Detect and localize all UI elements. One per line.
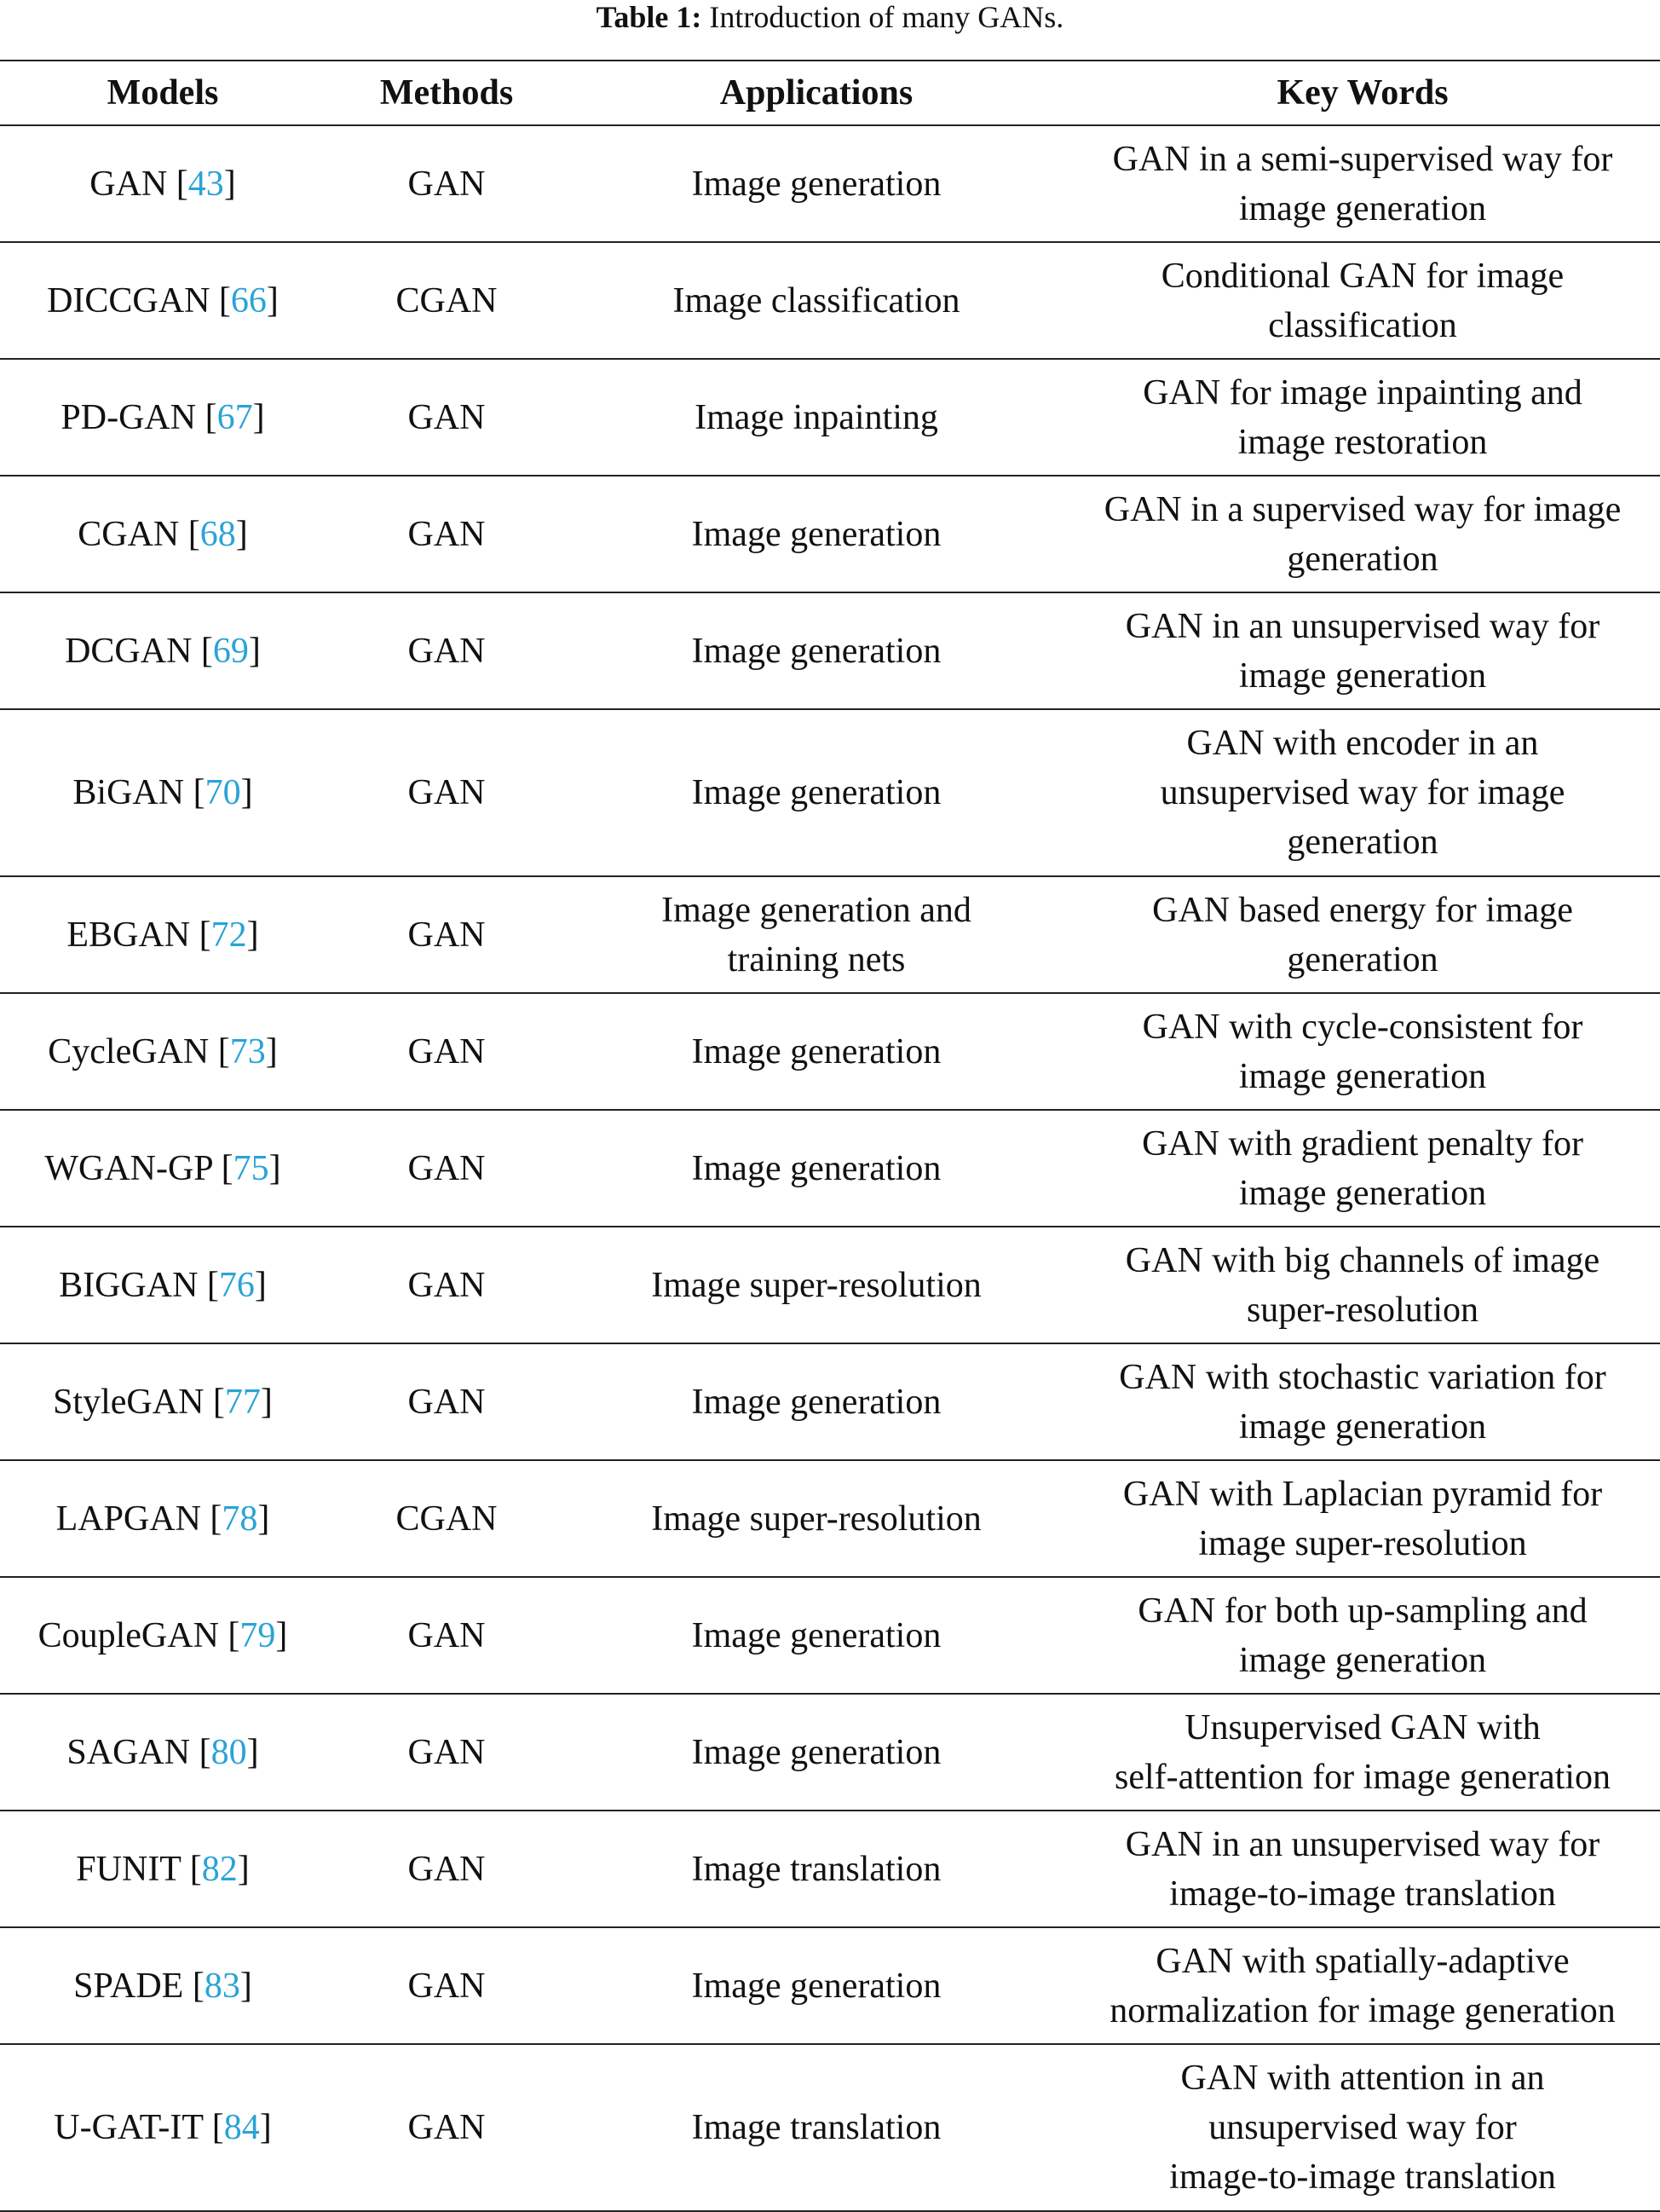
keywords-line: GAN with stochastic variation for — [1119, 1357, 1606, 1397]
keywords-cell — [1065, 993, 1660, 1110]
model-name: DCGAN — [65, 631, 193, 671]
application-cell: Image generation — [568, 592, 1065, 709]
citation-link[interactable]: 84 — [223, 2108, 260, 2147]
method-cell: GAN — [326, 592, 568, 709]
keywords-line: GAN in an unsupervised way for — [1125, 1824, 1600, 1864]
model-cell: FUNIT [82] — [0, 1811, 326, 1927]
model-name: CGAN — [78, 514, 180, 554]
citation-link[interactable]: 78 — [222, 1499, 258, 1539]
model-cell: CycleGAN [73] — [0, 993, 326, 1110]
method-cell: GAN — [326, 2044, 568, 2211]
application-cell: Image generation — [568, 1694, 1065, 1811]
method-cell: CGAN — [326, 1460, 568, 1577]
application-cell: Image generation — [568, 1343, 1065, 1460]
gan-table — [0, 60, 1660, 2212]
citation-link[interactable]: 66 — [230, 280, 267, 321]
model-cell: BIGGAN [76] — [0, 1227, 326, 1343]
keywords-cell — [1065, 125, 1660, 242]
keywords-line: GAN for image inpainting and — [1143, 373, 1582, 413]
keywords-line: super-resolution — [1246, 1290, 1479, 1330]
keywords-line: image super-resolution — [1198, 1523, 1527, 1563]
application-cell: Image super-resolution — [568, 1460, 1065, 1577]
citation-link[interactable]: 69 — [212, 631, 249, 671]
model-name: PD-GAN — [61, 397, 197, 437]
keywords-line: GAN with attention in an — [1180, 2059, 1545, 2098]
keywords-line: generation — [1287, 939, 1438, 979]
table-body — [0, 125, 1660, 2211]
table-row — [0, 1811, 1660, 1927]
citation-link[interactable]: 67 — [216, 397, 253, 437]
keywords-cell — [1065, 592, 1660, 709]
model-cell: PD-GAN [67] — [0, 359, 326, 476]
model-cell: EBGAN [72] — [0, 876, 326, 993]
keywords-line: classification — [1268, 305, 1457, 345]
method-cell: GAN — [326, 1927, 568, 2044]
keywords-line: GAN with Laplacian pyramid for — [1122, 1474, 1603, 1514]
keywords-line: Conditional GAN for image — [1161, 256, 1565, 296]
model-name: LAPGAN — [55, 1499, 201, 1539]
method-cell: GAN — [326, 1694, 568, 1811]
model-cell: SAGAN [80] — [0, 1694, 326, 1811]
method-cell: GAN — [326, 709, 568, 876]
table-row — [0, 1577, 1660, 1694]
citation-link[interactable]: 73 — [229, 1031, 266, 1071]
application-cell: Image super-resolution — [568, 1227, 1065, 1343]
method-cell: GAN — [326, 1227, 568, 1343]
keywords-line: image generation — [1238, 1640, 1487, 1680]
citation-link[interactable]: 83 — [204, 1966, 240, 2006]
keywords-cell — [1065, 1460, 1660, 1577]
keywords-cell — [1065, 1110, 1660, 1227]
keywords-line: image-to-image translation — [1169, 1874, 1556, 1914]
citation-link[interactable]: 70 — [205, 773, 241, 812]
model-cell: DCGAN [69] — [0, 592, 326, 709]
application-line: training nets — [727, 939, 906, 979]
keywords-line: GAN in a supervised way for image — [1104, 489, 1622, 529]
model-cell: DICCGAN [66] — [0, 242, 326, 359]
model-cell: LAPGAN [78] — [0, 1460, 326, 1577]
model-name: SPADE — [73, 1966, 184, 2006]
model-cell: U-GAT-IT [84] — [0, 2044, 326, 2211]
table-header — [0, 61, 1660, 125]
keywords-line: GAN in a semi-supervised way for — [1112, 139, 1613, 179]
model-name: WGAN-GP — [44, 1148, 213, 1188]
keywords-cell — [1065, 1927, 1660, 2044]
application-cell: Image classification — [568, 242, 1065, 359]
model-name: GAN — [89, 164, 168, 204]
citation-link[interactable]: 75 — [233, 1148, 269, 1188]
citation-link[interactable]: 68 — [199, 514, 236, 554]
keywords-line: GAN with spatially-adaptive — [1156, 1941, 1570, 1981]
method-cell: GAN — [326, 125, 568, 242]
model-name: CycleGAN — [48, 1031, 210, 1071]
keywords-cell — [1065, 1577, 1660, 1694]
header-models: Models — [0, 61, 326, 125]
header-applications: Applications — [568, 61, 1065, 125]
method-cell: GAN — [326, 876, 568, 993]
keywords-cell — [1065, 1343, 1660, 1460]
application-cell: Image generation — [568, 993, 1065, 1110]
keywords-cell — [1065, 1811, 1660, 1927]
keywords-line: image generation — [1238, 188, 1487, 228]
application-cell: Image generation — [568, 1110, 1065, 1227]
method-cell: GAN — [326, 1811, 568, 1927]
table-row — [0, 709, 1660, 876]
method-cell: GAN — [326, 1577, 568, 1694]
keywords-line: generation — [1287, 823, 1438, 862]
model-name: StyleGAN — [53, 1382, 205, 1422]
table-row — [0, 1110, 1660, 1227]
keywords-line: GAN for both up-sampling and — [1138, 1591, 1588, 1631]
table-row — [0, 1343, 1660, 1460]
table-row — [0, 1460, 1660, 1577]
keywords-line: GAN in an unsupervised way for — [1125, 606, 1600, 646]
caption-text: Introduction of many GANs. — [701, 0, 1064, 34]
application-cell: Image generation — [568, 1927, 1065, 2044]
model-cell: BiGAN [70] — [0, 709, 326, 876]
citation-link[interactable]: 43 — [187, 164, 224, 204]
keywords-line: self-attention for image generation — [1115, 1757, 1611, 1797]
table-row — [0, 359, 1660, 476]
model-cell: CGAN [68] — [0, 476, 326, 592]
application-cell: Image inpainting — [568, 359, 1065, 476]
citation-link[interactable]: 72 — [210, 915, 247, 955]
header-methods: Methods — [326, 61, 568, 125]
table-row — [0, 592, 1660, 709]
table-row — [0, 1694, 1660, 1811]
table-row — [0, 1927, 1660, 2044]
model-name: CoupleGAN — [37, 1615, 219, 1655]
method-cell: GAN — [326, 1343, 568, 1460]
keywords-cell — [1065, 359, 1660, 476]
citation-link[interactable]: 79 — [239, 1615, 276, 1655]
keywords-cell — [1065, 2044, 1660, 2211]
keywords-line: generation — [1287, 539, 1438, 579]
application-cell: Image generation — [568, 709, 1065, 876]
citation-link[interactable]: 82 — [201, 1849, 238, 1889]
citation-link[interactable]: 80 — [210, 1732, 247, 1772]
table-caption — [0, 0, 1660, 34]
method-cell: GAN — [326, 476, 568, 592]
keywords-line: image generation — [1238, 656, 1487, 696]
model-name: EBGAN — [66, 915, 191, 955]
model-cell: StyleGAN [77] — [0, 1343, 326, 1460]
table-row — [0, 2044, 1660, 2211]
keywords-cell — [1065, 709, 1660, 876]
keywords-line: unsupervised way for — [1208, 2108, 1517, 2147]
application-cell: Image generation — [568, 1577, 1065, 1694]
model-name: DICCGAN — [47, 280, 210, 321]
application-cell: Image translation — [568, 1811, 1065, 1927]
keywords-line: normalization for image generation — [1110, 1990, 1616, 2030]
model-name: U-GAT-IT — [54, 2108, 204, 2147]
keywords-line: image-to-image translation — [1169, 2157, 1556, 2197]
model-name: FUNIT — [76, 1849, 182, 1889]
model-cell: CoupleGAN [79] — [0, 1577, 326, 1694]
model-cell: GAN [43] — [0, 125, 326, 242]
citation-link[interactable]: 76 — [218, 1265, 255, 1305]
keywords-line: image generation — [1238, 1056, 1487, 1096]
keywords-line: unsupervised way for image — [1160, 773, 1565, 812]
application-cell — [568, 876, 1065, 993]
header-key-words: Key Words — [1065, 61, 1660, 125]
application-line: Image generation and — [661, 890, 971, 930]
model-name: BiGAN — [72, 773, 185, 812]
keywords-cell — [1065, 1694, 1660, 1811]
keywords-cell — [1065, 876, 1660, 993]
model-cell: SPADE [83] — [0, 1927, 326, 2044]
table-row — [0, 125, 1660, 242]
keywords-line: GAN with encoder in an — [1186, 724, 1539, 763]
method-cell: GAN — [326, 1110, 568, 1227]
citation-link[interactable]: 77 — [224, 1382, 261, 1422]
method-cell: GAN — [326, 359, 568, 476]
keywords-cell — [1065, 476, 1660, 592]
application-cell: Image translation — [568, 2044, 1065, 2211]
caption-label: Table 1: — [596, 0, 702, 34]
table-row — [0, 993, 1660, 1110]
model-name: BIGGAN — [59, 1265, 199, 1305]
keywords-line: GAN with big channels of image — [1125, 1240, 1600, 1280]
keywords-cell — [1065, 242, 1660, 359]
table-row — [0, 876, 1660, 993]
table-row — [0, 1227, 1660, 1343]
keywords-line: GAN based energy for image — [1152, 890, 1573, 930]
keywords-line: image restoration — [1237, 422, 1488, 462]
keywords-line: image generation — [1238, 1173, 1487, 1213]
keywords-line: image generation — [1238, 1406, 1487, 1447]
method-cell: GAN — [326, 993, 568, 1110]
keywords-cell — [1065, 1227, 1660, 1343]
table-row — [0, 476, 1660, 592]
keywords-line: GAN with cycle-consistent for — [1142, 1007, 1583, 1047]
application-cell: Image generation — [568, 125, 1065, 242]
keywords-line: GAN with gradient penalty for — [1142, 1123, 1583, 1164]
keywords-line: Unsupervised GAN with — [1184, 1707, 1541, 1747]
model-cell: WGAN-GP [75] — [0, 1110, 326, 1227]
model-name: SAGAN — [66, 1732, 191, 1772]
table-row — [0, 242, 1660, 359]
application-cell: Image generation — [568, 476, 1065, 592]
method-cell: CGAN — [326, 242, 568, 359]
